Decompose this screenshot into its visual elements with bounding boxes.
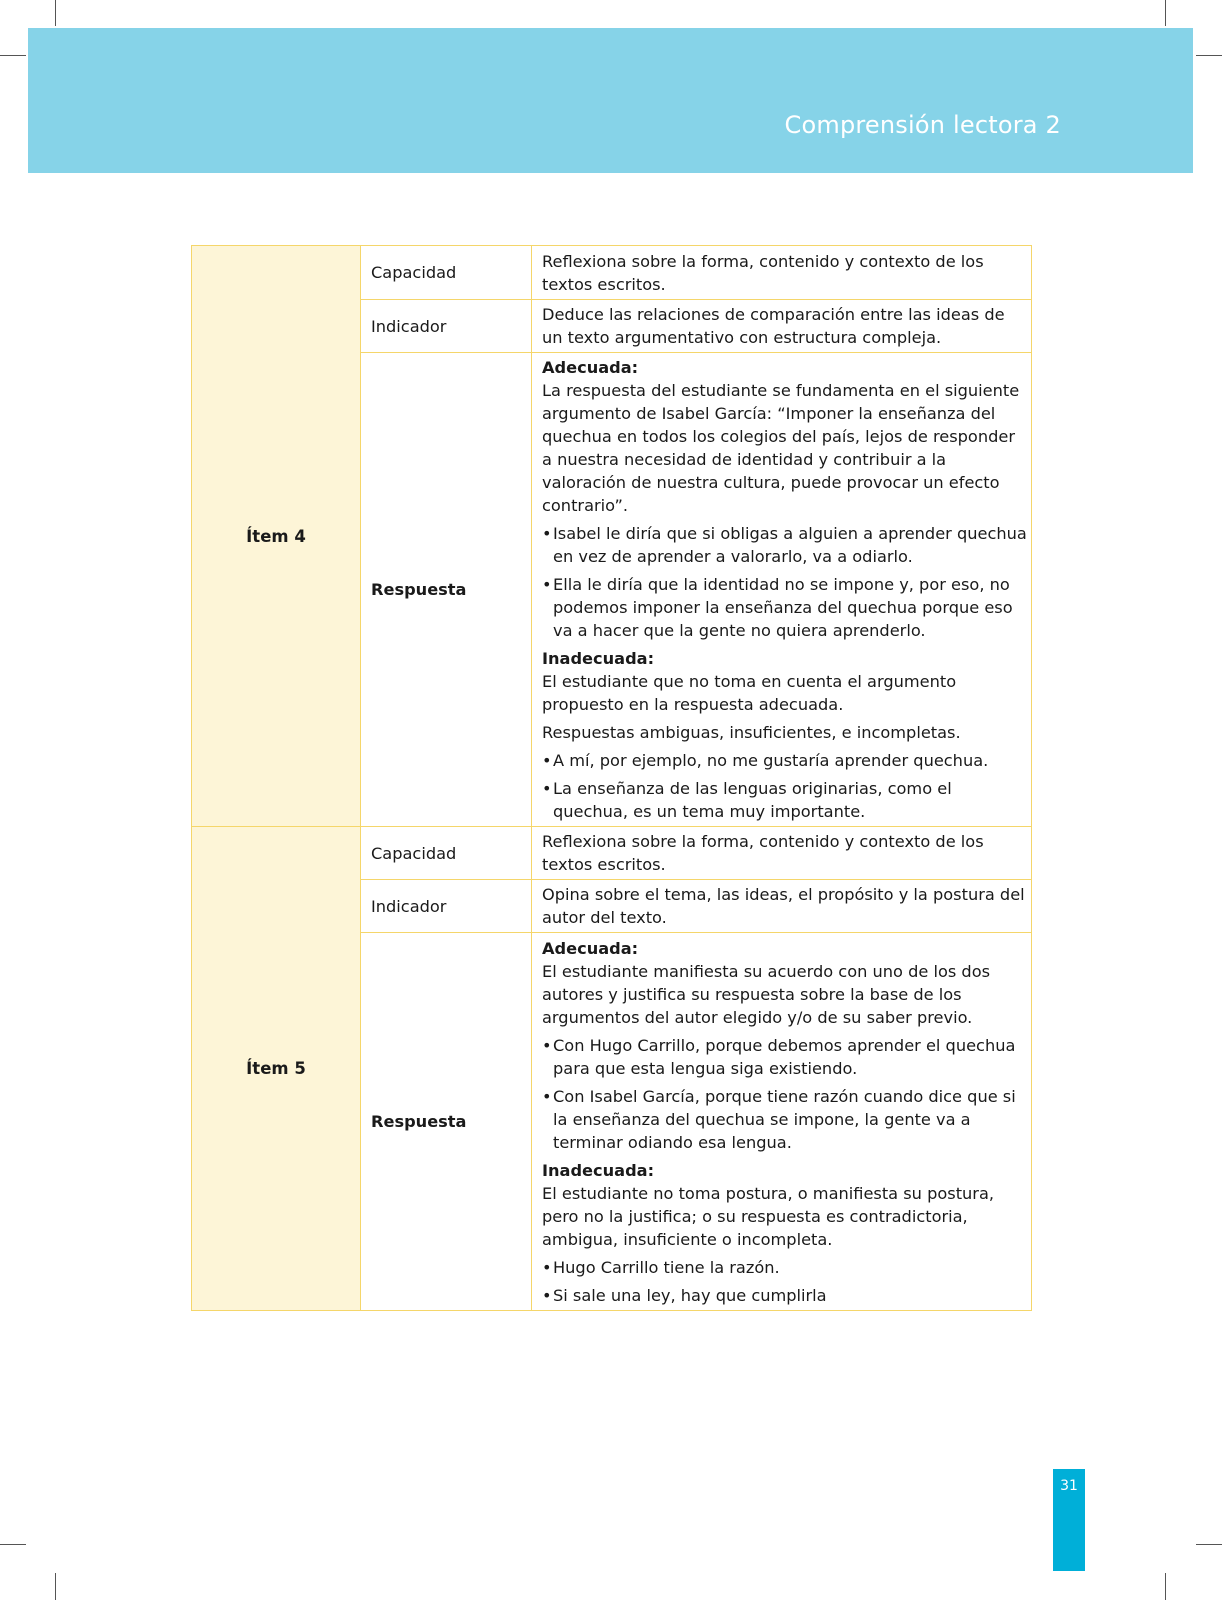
list-item: [542, 1085, 1027, 1154]
respuesta-cell: [532, 933, 1032, 1311]
bullet-text: Con Isabel García, porque tiene razón cuando dice que si la enseñanza del quechua se impone, la gente va a terminar odiando esa lengua.: [553, 1086, 1016, 1152]
respuesta-label: Respuesta: [361, 353, 532, 827]
table-row: [192, 246, 1032, 300]
crop-mark: [1165, 0, 1166, 26]
bullet-text: Isabel le diría que si obligas a alguien a aprender quechua en vez de aprender a valorarlo, va a odiarlo.: [553, 524, 1027, 566]
crop-mark: [0, 1544, 26, 1545]
list-item: [542, 1256, 1027, 1279]
bullet-text: Ella le diría que la identidad no se impone y, por eso, no podemos imponer la enseñanza del quechua porque eso va a hacer que la gente no quiera aprenderlo.: [553, 575, 1013, 640]
list-item: [542, 749, 1027, 772]
header-band: [28, 28, 1193, 173]
bullet-text: Con Hugo Carrillo, porque debemos aprender el quechua para que esta lengua siga existiendo.: [553, 1035, 1016, 1078]
adecuada-heading: Adecuada:: [542, 358, 639, 377]
list-item: [542, 1284, 1027, 1307]
capacidad-label: Capacidad: [361, 246, 532, 300]
crop-mark: [55, 0, 56, 26]
inadecuada-heading: Inadecuada:: [542, 1160, 655, 1180]
indicador-text: Opina sobre el tema, las ideas, el propósito y la postura del autor del texto.: [532, 880, 1032, 933]
bullet-text: Si sale una ley, hay que cumplirla: [553, 1285, 827, 1305]
bullet-text: La enseñanza de las lenguas originarias, como el quechua, es un tema muy importante.: [553, 779, 952, 821]
bullet-glyph: •: [542, 1086, 552, 1106]
crop-mark: [55, 1573, 56, 1600]
capacidad-text: Reflexiona sobre la forma, contenido y contexto de los textos escritos.: [532, 246, 1032, 300]
indicador-text: Deduce las relaciones de comparación entre las ideas de un texto argumentativo con estructura compleja.: [532, 300, 1032, 353]
crop-mark: [1165, 1573, 1166, 1600]
list-item: [542, 777, 1027, 823]
bullet-text: A mí, por ejemplo, no me gustaría aprender quechua.: [553, 751, 989, 770]
adecuada-heading: Adecuada:: [542, 938, 639, 958]
capacidad-text: Reflexiona sobre la forma, contenido y contexto de los textos escritos.: [532, 827, 1032, 880]
bullet-text: Hugo Carrillo tiene la razón.: [553, 1257, 780, 1277]
crop-mark: [0, 55, 26, 56]
bullet-glyph: •: [542, 751, 552, 770]
rubric-table: [191, 245, 1032, 1311]
inadecuada-text-2: Respuestas ambiguas, insuficientes, e incompletas.: [542, 723, 961, 742]
adecuada-text: El estudiante manifiesta su acuerdo con uno de los dos autores y justifica su respuesta sobre la base de los argumentos del autor elegido y/o de su saber previo.: [542, 961, 991, 1027]
bullet-glyph: •: [542, 1035, 552, 1055]
header-title: Comprensión lectora 2: [784, 111, 1061, 139]
indicador-label: Indicador: [361, 880, 532, 933]
list-item: [542, 573, 1027, 642]
item-label: Ítem 4: [192, 246, 361, 827]
indicador-label: Indicador: [361, 300, 532, 353]
page-number: 31: [1060, 1478, 1078, 1494]
item-label: Ítem 5: [192, 827, 361, 1311]
inadecuada-text: El estudiante que no toma en cuenta el argumento propuesto en la respuesta adecuada.: [542, 672, 957, 714]
capacidad-label: Capacidad: [361, 827, 532, 880]
crop-mark: [1196, 55, 1222, 56]
bullet-glyph: •: [542, 524, 552, 543]
bullet-glyph: •: [542, 779, 552, 798]
bullet-glyph: •: [542, 1257, 552, 1277]
crop-mark: [1196, 1544, 1222, 1545]
list-item: [542, 522, 1027, 568]
inadecuada-text: El estudiante no toma postura, o manifiesta su postura, pero no la justifica; o su respuesta es contradictoria, ambigua, insuficiente o incompleta.: [542, 1183, 995, 1249]
list-item: [542, 1034, 1027, 1080]
adecuada-text: La respuesta del estudiante se fundamenta en el siguiente argumento de Isabel García: “Imponer la enseñanza del quechua en todos los colegios del país, lejos de responder a nuestra necesidad de identidad y contribuir a la valoración de nuestra cultura, puede provocar un efecto contrario”.: [542, 381, 1020, 515]
bullet-glyph: •: [542, 575, 552, 594]
bullet-glyph: •: [542, 1285, 552, 1305]
table-row: [192, 827, 1032, 880]
inadecuada-heading: Inadecuada:: [542, 649, 655, 668]
respuesta-label: Respuesta: [361, 933, 532, 1311]
respuesta-cell: [532, 353, 1032, 827]
